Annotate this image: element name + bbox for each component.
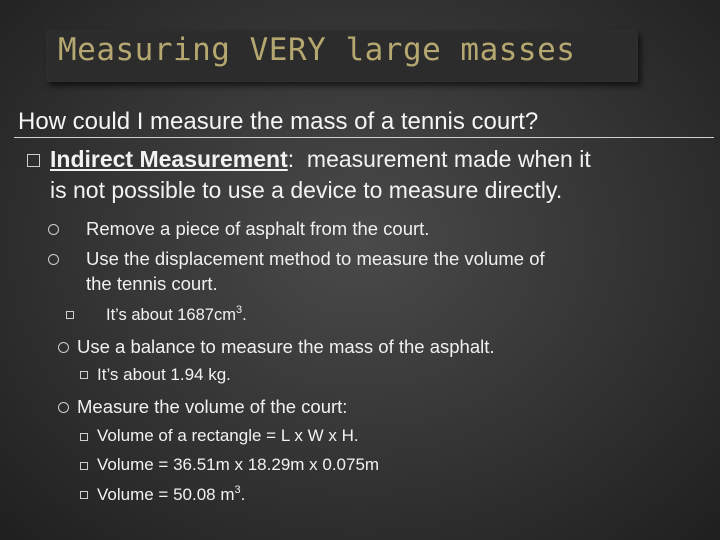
detail-text: It’s about 1687cm <box>106 306 236 324</box>
small-square-bullet-icon <box>80 462 88 470</box>
question-text: How could I measure the mass of a tennis court? <box>18 108 539 135</box>
circle-bullet-icon <box>58 342 69 353</box>
sub-item-4-detail-1: Volume of a rectangle = L x W x H. <box>97 426 359 445</box>
sub-item-2-line2: the tennis court. <box>86 273 218 294</box>
sub-item-4-detail-2: Volume = 36.51m x 18.29m x 0.075m <box>97 455 380 474</box>
sub-item-4-detail-3 <box>97 484 245 505</box>
question-underline <box>14 137 714 138</box>
small-square-bullet-icon <box>80 491 88 499</box>
small-square-bullet-icon <box>66 311 74 319</box>
circle-bullet-icon <box>48 254 59 265</box>
small-square-bullet-icon <box>80 371 88 379</box>
detail-end: . <box>242 306 247 324</box>
sub-item-2-line1: Use the displacement method to measure the volume of <box>86 248 545 269</box>
sub-item-1: Remove a piece of asphalt from the court. <box>86 218 430 239</box>
sub-item-2-detail <box>106 304 247 325</box>
bullet1-text1: measurement made when it <box>294 146 591 172</box>
superscript: 3 <box>235 304 243 316</box>
circle-bullet-icon <box>48 224 59 235</box>
superscript: 3 <box>234 484 241 496</box>
circle-bullet-icon <box>58 402 69 413</box>
sub-item-3-detail: It’s about 1.94 kg. <box>97 365 231 384</box>
slide-title: Measuring VERY large masses <box>58 32 576 68</box>
bullet1-line1 <box>50 146 591 173</box>
bullet1-line2: is not possible to use a device to measure directly. <box>50 177 563 203</box>
detail-text: Volume = 50.08 m <box>97 485 235 504</box>
bullet1-colon: : <box>287 146 295 172</box>
square-bullet-icon <box>27 154 40 167</box>
indirect-measurement-term: Indirect Measurement <box>50 146 288 172</box>
detail-end: . <box>240 485 246 504</box>
sub-item-3: Use a balance to measure the mass of the asphalt. <box>77 336 495 357</box>
sub-item-4: Measure the volume of the court: <box>77 396 348 417</box>
small-square-bullet-icon <box>80 433 88 441</box>
